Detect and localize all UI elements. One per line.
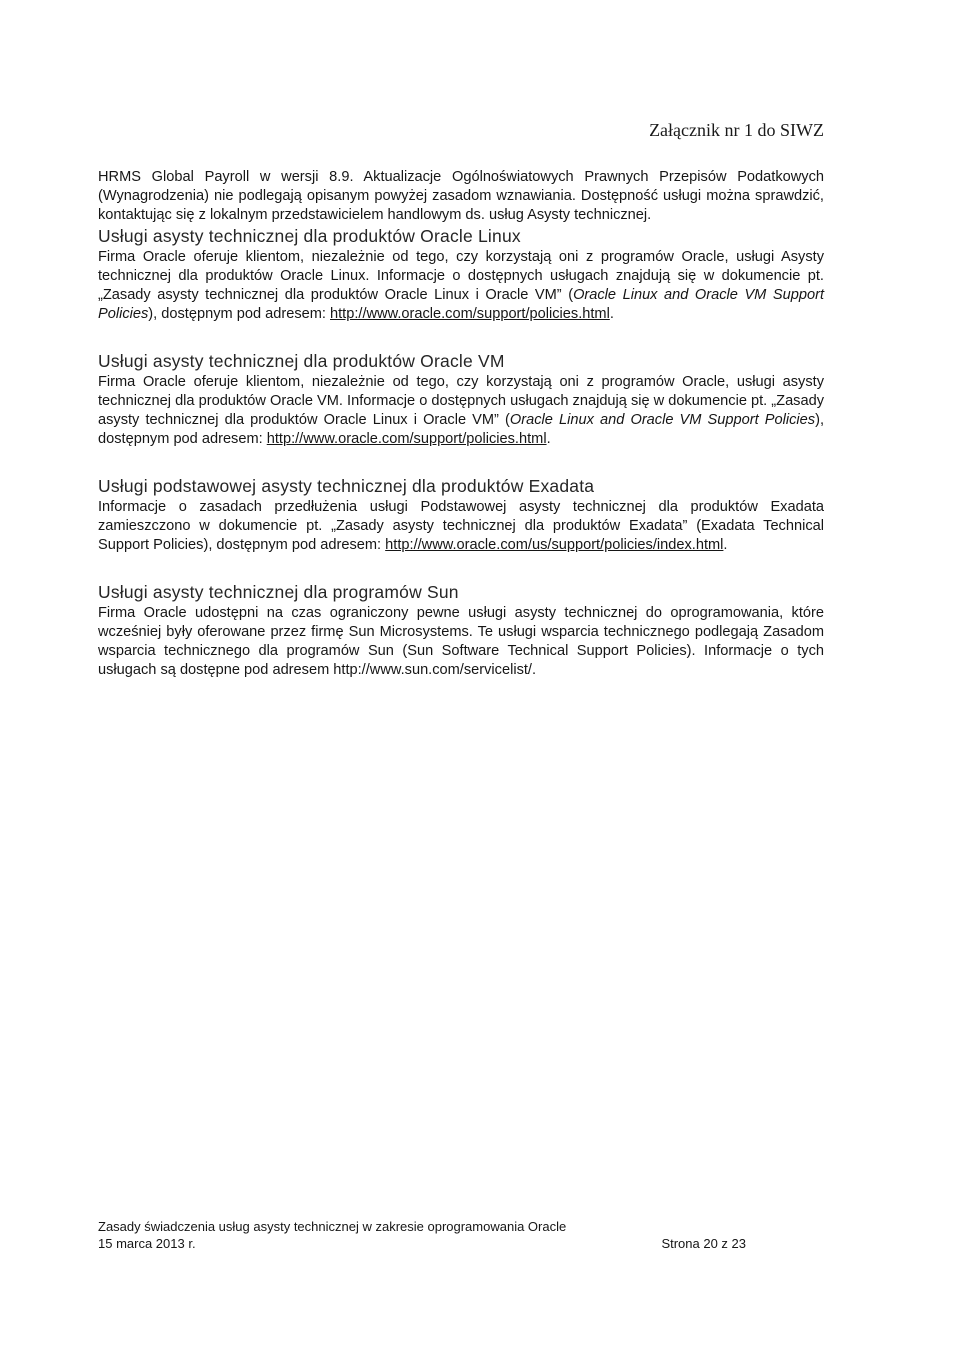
section-exadata (98, 475, 824, 555)
section-heading: Usługi asysty technicznej dla programów Sun (98, 582, 459, 602)
italic-title: Oracle Linux and Oracle VM Support Policies (98, 287, 824, 322)
paragraph-text-continued: ), dostępnym pod adresem: (98, 412, 824, 447)
intro-paragraph: HRMS Global Payroll w wersji 8.9. Aktualizacje Ogólnoświatowych Prawnych Przepisów Podatkowych (Wynagrodzenia) nie podlegają opisanym powyżej zasadom wznawiania. Dostępność usługi można sprawdzić, kontaktując się z lokalnym przedstawicielem handlowym ds. usług Asysty technicznej. (98, 169, 824, 223)
section-sun (98, 581, 824, 680)
paragraph-text: Firma Oracle oferuje klientom, niezależnie od tego, czy korzystają oni z programów Oracle, usługi Asysty technicznej dla produktów Oracle Linux. Informacje o dostępnych usługach znajdują się w dokumencie pt. „Zasady asysty technicznej dla produktów Oracle Linux i Oracle VM” ( (98, 249, 824, 303)
section-paragraph: Firma Oracle udostępni na czas ograniczony pewne usługi asysty technicznej do oprogramowania, które wcześniej były oferowane przez firmę Sun Microsystems. Te usługi wsparcia technicznego podlegają Zasadom wsparcia technicznego dla programów Sun (Sun Software Technical Support Policies). Informacje o tych usługach są dostępne pod adresem http://www.sun.com/servicelist/. (98, 605, 824, 678)
section-paragraph (98, 248, 824, 324)
paragraph-text: Informacje o zasadach przedłużenia usługi Podstawowej asysty technicznej dla produktów Exadata zamieszczono w dokumencie pt. „Zasady asysty technicznej dla produktów Exadata” (Exadata Technical Support Policies), dostępnym pod adresem: (98, 499, 824, 553)
footer-date: 15 marca 2013 r. (98, 1236, 196, 1251)
annex-label: Załącznik nr 1 do SIWZ (649, 120, 824, 140)
italic-title: Oracle Linux and Oracle VM Support Policies (509, 412, 816, 428)
section-heading: Usługi podstawowej asysty technicznej dla produktów Exadata (98, 476, 595, 496)
policies-link[interactable]: http://www.oracle.com/support/policies.html (266, 431, 547, 447)
page-footer (98, 1218, 748, 1252)
paragraph-text-continued: ), dostępnym pod adresem: (148, 306, 330, 322)
exadata-policies-link[interactable]: http://www.oracle.com/us/support/policies/index.html (385, 537, 724, 553)
section-oracle-vm (98, 350, 824, 449)
policies-link[interactable]: http://www.oracle.com/support/policies.html (330, 306, 610, 322)
document-body (98, 168, 824, 706)
paragraph-end: . (546, 431, 551, 447)
section-heading: Usługi asysty technicznej dla produktów Oracle VM (98, 351, 505, 371)
footer-row (98, 1235, 748, 1252)
paragraph-end: . (609, 306, 614, 322)
paragraph-text: Firma Oracle oferuje klientom, niezależnie od tego, czy korzystają oni z programów Oracle, usługi asysty technicznej dla produktów Oracle VM. Informacje o dostępnych usługach znajdują się w dokumencie pt. „Zasady asysty technicznej dla produktów Oracle Linux i Oracle VM” ( (98, 374, 825, 428)
footer-title: Zasady świadczenia usług asysty technicznej w zakresie oprogramowania Oracle (98, 1219, 567, 1234)
page-number: Strona 20 z 23 (661, 1236, 746, 1251)
section-heading: Usługi asysty technicznej dla produktów Oracle Linux (98, 226, 521, 246)
section-paragraph (98, 373, 824, 449)
section-oracle-linux (98, 225, 824, 324)
section-paragraph (98, 498, 824, 555)
paragraph-end: . (723, 537, 728, 553)
